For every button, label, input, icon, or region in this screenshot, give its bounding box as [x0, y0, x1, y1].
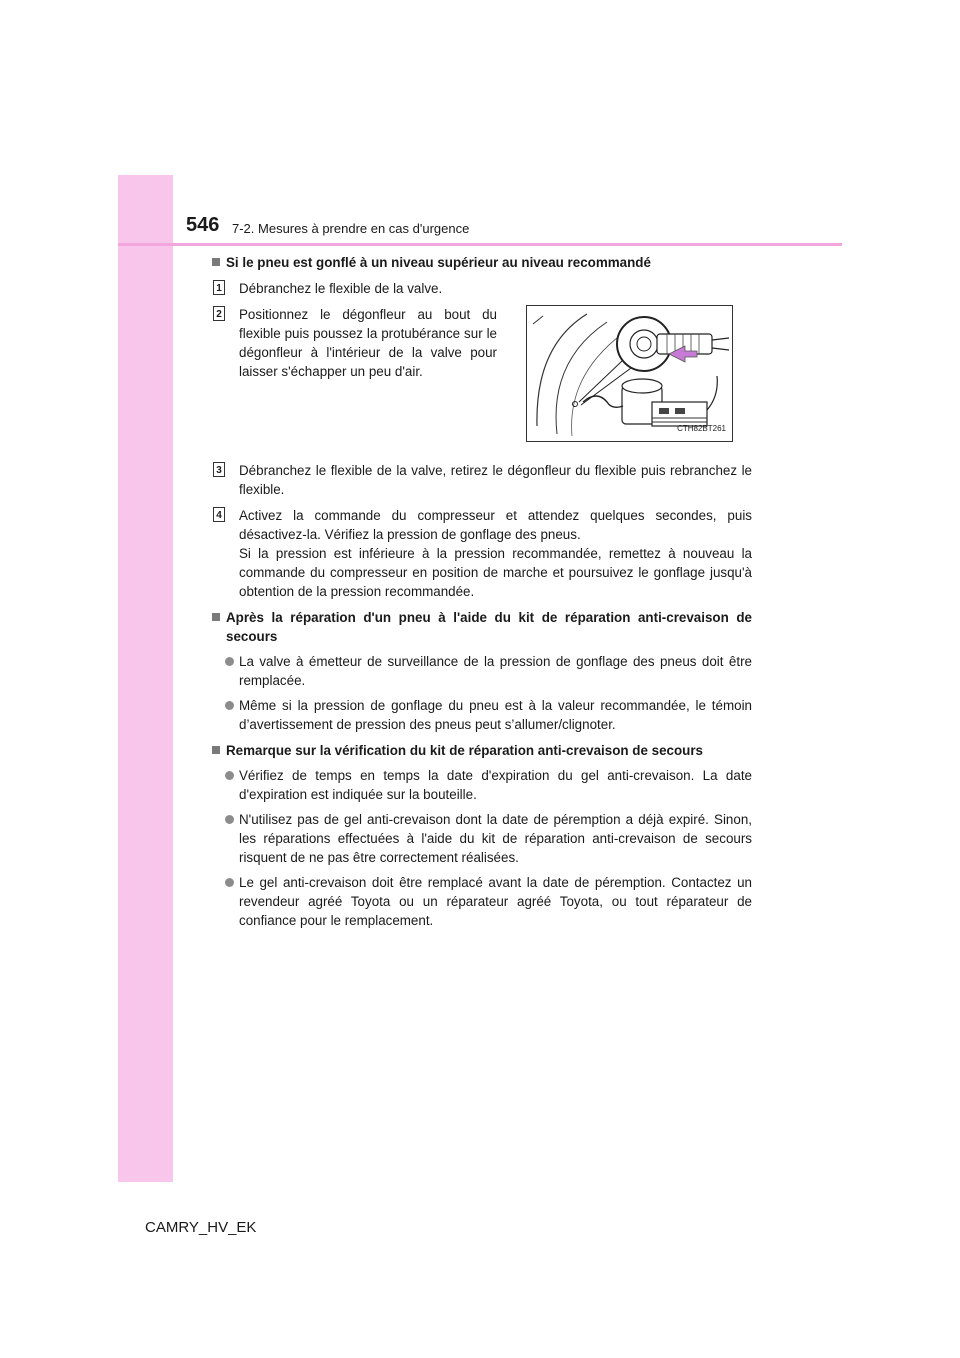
model-code: CAMRY_HV_EK — [145, 1219, 257, 1236]
header-rule — [118, 243, 842, 246]
page-number: 546 — [186, 214, 220, 236]
side-tab-band — [118, 175, 173, 1182]
figure-code: CTH82BT261 — [677, 424, 726, 433]
step-2 — [212, 305, 752, 453]
list-item: Le gel anti-crevaison doit être remplacé avant la date de péremption. Contactez un revendeur agréé Toyota ou un réparateur agréé Toyota, ou tout réparateur de confiance pour le remplacement. — [212, 873, 752, 930]
list-item: Vérifiez de temps en temps la date d'expiration du gel anti-crevaison. La date d'expiration est indiquée sur la bouteille. — [212, 766, 752, 804]
page-content — [212, 253, 752, 930]
step-number: 1 — [213, 280, 225, 295]
circle-bullet-icon — [225, 815, 234, 824]
list-item: La valve à émetteur de surveillance de la pression de gonflage des pneus doit être remplacée. — [212, 652, 752, 690]
section-heading: Remarque sur la vérification du kit de réparation anti-crevaison de secours — [212, 741, 752, 760]
circle-bullet-icon — [225, 701, 234, 710]
step-text-continued: Si la pression est inférieure à la pression recommandée, remettez à nouveau la commande du compresseur en position de marche et poursuivez le gonflage jusqu'à obtention de la pression recommandée. — [239, 546, 752, 599]
section-heading: Si le pneu est gonflé à un niveau supérieur au niveau recommandé — [212, 253, 752, 272]
section-title: 7-2. Mesures à prendre en cas d'urgence — [232, 221, 470, 236]
square-bullet-icon — [212, 613, 220, 621]
section-heading: Après la réparation d'un pneu à l'aide du kit de réparation anti-crevaison de secours — [212, 608, 752, 646]
step-3 — [212, 461, 752, 499]
section-overinflated — [212, 253, 752, 601]
square-bullet-icon — [212, 258, 220, 266]
step-text: Débranchez le flexible de la valve, retirez le dégonfleur du flexible puis rebranchez le flexible. — [239, 463, 752, 497]
step-number: 2 — [213, 306, 225, 321]
deflator-illustration — [526, 305, 733, 442]
step-text: Débranchez le flexible de la valve. — [239, 281, 443, 296]
step-text: Positionnez le dégonfleur au bout du flexible puis poussez la protubérance sur le dégonfleur à l'intérieur de la valve pour laisser s'échapper un peu d'air. — [239, 307, 497, 379]
step-4 — [212, 506, 752, 601]
step-number: 3 — [213, 462, 225, 477]
circle-bullet-icon — [225, 771, 234, 780]
list-item: N'utilisez pas de gel anti-crevaison dont la date de péremption a déjà expiré. Sinon, les réparations effectuées à l'aide du kit de réparation anti-crevaison de secours risquent de ne pas être correctement réalisées. — [212, 810, 752, 867]
step-1 — [212, 279, 752, 298]
section-after-repair — [212, 608, 752, 734]
step-text: Activez la commande du compresseur et attendez quelques secondes, puis désactivez-la. Vérifiez la pression de gonflage des pneus. — [239, 508, 752, 542]
list-item: Même si la pression de gonflage du pneu est à la valeur recommandée, le témoin d’avertissement de pression des pneus peut s’allumer/clignoter. — [212, 696, 752, 734]
section-kit-check — [212, 741, 752, 930]
step-number: 4 — [213, 507, 225, 522]
circle-bullet-icon — [225, 657, 234, 666]
circle-bullet-icon — [225, 878, 234, 887]
square-bullet-icon — [212, 746, 220, 754]
